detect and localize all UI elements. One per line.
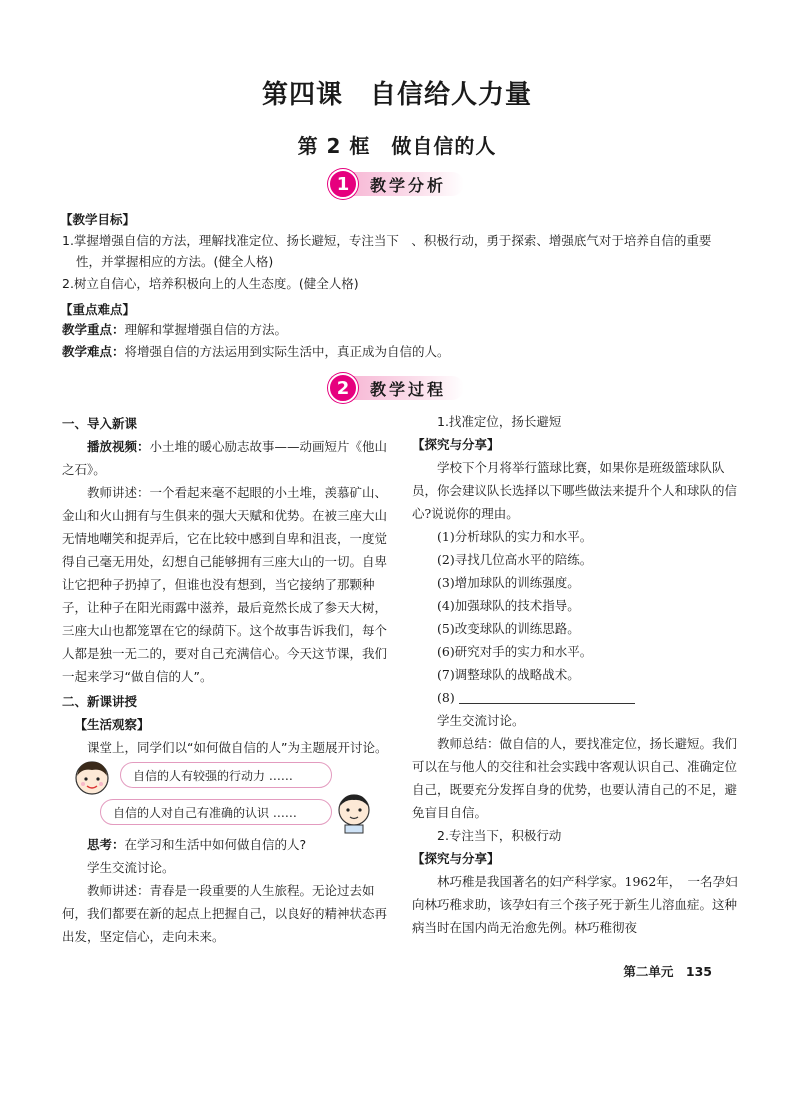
- video-label: 播放视频：: [87, 439, 150, 454]
- option-item: (2)寻找几位高水平的陪练。: [437, 552, 593, 567]
- teacher-summary-2: 教师总结：做自信的人，要找准定位，扬长避短。我们可以在与他人的交往和社会实践中客观认识自己、准确定位自己，既要充分发挥自身的优势，也要认清自己的不足，避免盲目自信。: [412, 736, 738, 820]
- student-discussion-2: 学生交流讨论。: [437, 713, 525, 728]
- left-column-lower: [62, 833, 392, 948]
- key-point-text: 理解和掌握增强自信的方法。: [124, 322, 288, 337]
- think-label: 思考：: [87, 837, 125, 852]
- option-item: (5)改变球队的训练思路。: [437, 621, 580, 636]
- difficulty-text: 将增强自信的方法运用到实际生活中，真正成为自信的人。: [124, 344, 450, 359]
- goals-heading: 【教学目标】: [60, 212, 136, 227]
- key-point-line: [62, 319, 287, 341]
- blank-underline: [459, 690, 635, 704]
- goal-line-1: 1.掌握增强自信的方法，理解找准定位、扬长避短，专注当下 、积极行动，勇于探索、增强底气对于培养自信的重要: [62, 233, 712, 248]
- life-observation-heading: 【生活观察】: [74, 717, 150, 732]
- video-text: 小土堆的暖心励志故事——动画短片《他山之石》。: [62, 439, 388, 477]
- banner-number-2: 2: [328, 373, 358, 403]
- page-footer: 第二单元 135: [623, 964, 712, 979]
- method-2-heading: 2.专注当下，积极行动: [437, 828, 562, 843]
- banner-teaching-analysis: [328, 168, 464, 200]
- teacher-summary-paragraph: 教师讲述：青春是一段重要的人生旅程。无论过去如何，我们都要在新的起点上把握自己，以良好的精神状态再出发，坚定信心，走向未来。: [62, 883, 388, 944]
- difficulty-label: 教学难点：: [62, 344, 125, 359]
- basketball-scenario: 学校下个月将举行篮球比赛，如果你是班级篮球队队员，你会建议队长选择以下哪些做法来提升个人和球队的信心?说说你的理由。: [412, 460, 738, 521]
- think-text: 在学习和生活中如何做自信的人?: [124, 837, 307, 852]
- option-item: (1)分析球队的实力和水平。: [437, 529, 593, 544]
- section-new-lesson-heading: 二、新课讲授: [62, 694, 138, 709]
- option-item-number: (8): [437, 690, 455, 705]
- video-paragraph: [62, 435, 392, 481]
- classroom-paragraph: 课堂上，同学们以“如何做自信的人”为主题展开讨论。: [87, 740, 388, 755]
- think-paragraph: [62, 833, 392, 856]
- goal-line-3: 2.树立自信心，培养积极向上的人生态度。(健全人格): [62, 276, 359, 291]
- key-points-heading: 【重点难点】: [60, 302, 136, 317]
- method-1-heading: 1.找准定位，扬长避短: [437, 414, 562, 429]
- speech-bubble-2: 自信的人对自己有准确的认识 ……: [100, 799, 332, 825]
- option-item: (7)调整球队的战略战术。: [437, 667, 580, 682]
- key-point-label: 教学重点：: [62, 322, 125, 337]
- option-item: (6)研究对手的实力和水平。: [437, 644, 593, 659]
- option-item-blank: [412, 686, 742, 709]
- goal-line-2: 性，并掌握相应的方法。(健全人格): [76, 254, 274, 269]
- explore-share-heading-1: 【探究与分享】: [412, 437, 500, 452]
- section-subtitle: 第 2 框 做自信的人: [297, 134, 497, 158]
- banner-number-1: 1: [328, 169, 358, 199]
- speech-bubble-1: 自信的人有较强的行动力 ……: [120, 762, 332, 788]
- section-intro-heading: 一、导入新课: [62, 416, 138, 431]
- student-discussion: 学生交流讨论。: [87, 860, 175, 875]
- girl-avatar-icon: [72, 758, 112, 802]
- teacher-story-paragraph: 教师讲述：一个看起来毫不起眼的小土堆，羡慕矿山、金山和火山拥有与生俱来的强大天赋和优势。在被三座大山无情地嘲笑和捉弄后，它在比较中感到自卑和沮丧，一度觉得自己毫无用处，幻想自己能够拥有三座大山的一切。自卑让它把种子扔掉了，但谁也没有想到，当它接纳了那颗种子，让种子在阳光雨露中滋养，最后竟然长成了参天大树，三座大山也都笼罩在它的绿荫下。这个故事告诉我们，每个人都是独一无二的，要对自己充满信心。今天这节课，我们一起来学习“做自信的人”。: [62, 485, 388, 684]
- explore-share-heading-2: 【探究与分享】: [412, 851, 500, 866]
- difficulty-line: [62, 341, 450, 363]
- banner-label: 教学分析: [352, 172, 464, 196]
- lesson-title: 第四课 自信给人力量: [261, 80, 532, 110]
- left-column: [62, 412, 392, 759]
- banner-label: 教学过程: [352, 376, 464, 400]
- option-item: (3)增加球队的训练强度。: [437, 575, 580, 590]
- right-column: [412, 410, 742, 939]
- banner-teaching-process: [328, 372, 464, 404]
- lin-qiaozhi-story: 林巧稚是我国著名的妇产科学家。1962年， 一名孕妇向林巧稚求助，该孕妇有三个孩子死于新生儿溶血症。这种病当时在国内尚无治愈先例。林巧稚彻夜: [412, 874, 738, 935]
- option-item: (4)加强球队的技术指导。: [437, 598, 580, 613]
- boy-avatar-icon: [334, 790, 374, 834]
